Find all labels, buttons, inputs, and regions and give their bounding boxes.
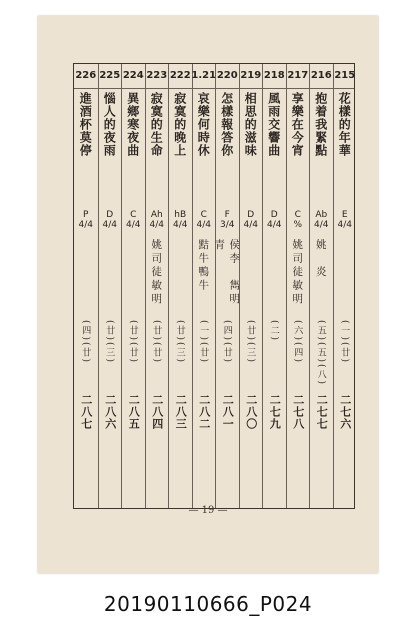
song-author: 侯李 雋明青 — [213, 239, 241, 307]
song-page: 二七九 — [268, 394, 282, 430]
time-signature: 4/4 — [314, 220, 329, 230]
key-letter: D — [247, 210, 255, 220]
time-signature: 4/4 — [267, 220, 282, 230]
page-number: — 19 — — [188, 505, 228, 516]
song-section: (六)(四) — [292, 320, 303, 365]
song-page: 二八七 — [79, 394, 93, 430]
song-author — [122, 239, 145, 319]
song-column — [121, 64, 145, 508]
time-signature: % — [293, 220, 303, 230]
song-number: 217 — [287, 69, 309, 81]
time-signature: 4/4 — [243, 220, 258, 230]
song-section: (廿)(三) — [174, 320, 185, 365]
song-author: 姚 炎 — [314, 239, 327, 280]
song-title: 惱人的夜雨 — [102, 92, 117, 157]
song-number: 226 — [75, 69, 97, 81]
book-page — [38, 16, 378, 573]
song-author — [169, 239, 192, 319]
song-key — [99, 204, 122, 236]
song-number: 225 — [99, 69, 121, 81]
song-key — [334, 204, 357, 236]
time-signature: 4/4 — [196, 220, 211, 230]
image-caption: 20190110666_P024 — [103, 592, 313, 616]
time-signature: 4/4 — [78, 220, 93, 230]
time-signature: 4/4 — [173, 220, 188, 230]
song-section: (一)(廿) — [198, 320, 209, 365]
song-title: 相思的滋味 — [243, 92, 258, 157]
song-number: 220 — [216, 69, 238, 81]
song-column — [168, 64, 192, 508]
key-letter: C — [130, 210, 137, 220]
song-section: (廿)(三) — [245, 320, 256, 365]
song-number: 224 — [122, 69, 144, 81]
song-column — [98, 64, 122, 508]
song-key — [240, 204, 263, 236]
song-number: 216 — [310, 69, 332, 81]
song-title: 享樂在今宵 — [290, 92, 305, 157]
song-title: 哀樂何時休 — [196, 92, 211, 157]
song-author: 姚司徒敏明 — [150, 239, 163, 307]
song-title: 進酒杯莫停 — [78, 92, 93, 157]
song-author: 黠牛鴨牛 — [197, 239, 210, 293]
key-letter: hB — [174, 210, 187, 220]
song-number: 219 — [240, 69, 262, 81]
key-letter: E — [341, 210, 348, 220]
song-section: (四)(廿) — [80, 320, 91, 365]
key-letter: P — [83, 210, 89, 220]
song-page: 二八一 — [221, 394, 235, 430]
song-key — [310, 204, 333, 236]
song-author: 姚司徒敏明 — [291, 239, 304, 307]
song-page: 二八二 — [197, 394, 211, 430]
key-letter: D — [106, 210, 114, 220]
song-page: 二八四 — [150, 394, 164, 430]
time-signature: 4/4 — [337, 220, 352, 230]
song-author — [99, 239, 122, 319]
song-key — [74, 204, 98, 236]
song-column — [286, 64, 310, 508]
song-page: 二八六 — [103, 394, 117, 430]
song-key — [169, 204, 192, 236]
song-column — [239, 64, 263, 508]
song-page: 二八五 — [127, 394, 141, 430]
song-title: 異鄉寒夜曲 — [125, 92, 140, 157]
key-letter: C — [200, 210, 207, 220]
song-author — [334, 239, 357, 319]
song-author — [240, 239, 263, 319]
song-column — [309, 64, 333, 508]
key-letter: D — [270, 210, 278, 220]
song-column — [215, 64, 239, 508]
song-column — [145, 64, 169, 508]
time-signature: 4/4 — [149, 220, 164, 230]
key-letter: Ab — [315, 210, 328, 220]
time-signature: 4/4 — [102, 220, 117, 230]
song-page: 二七七 — [315, 394, 329, 430]
song-section: (四)(廿) — [221, 320, 232, 365]
song-page: 二八三 — [174, 394, 188, 430]
song-title: 怎樣報答你 — [219, 92, 234, 157]
song-number: 1.21 — [191, 69, 217, 81]
song-number: 223 — [146, 69, 168, 81]
song-key — [216, 204, 239, 236]
song-number: 218 — [263, 69, 285, 81]
song-title: 花樣的年華 — [337, 92, 352, 157]
song-section: (五)(五)(八) — [315, 320, 326, 387]
song-author — [263, 239, 286, 319]
song-section: (廿)(廿) — [151, 320, 162, 365]
song-title: 風雨交響曲 — [266, 92, 281, 157]
song-section: (廿)(廿) — [127, 320, 138, 365]
key-letter: Ah — [150, 210, 163, 220]
time-signature: 3/4 — [220, 220, 235, 230]
song-key — [193, 204, 216, 236]
key-letter: F — [224, 210, 230, 220]
time-signature: 4/4 — [126, 220, 141, 230]
song-section: (二) — [268, 320, 279, 343]
song-column — [333, 64, 357, 508]
song-title: 抱着我緊點 — [313, 92, 328, 157]
song-author — [74, 239, 98, 319]
song-page: 二八〇 — [244, 394, 258, 430]
song-page: 二七八 — [291, 394, 305, 430]
song-number: 222 — [169, 69, 191, 81]
key-letter: C — [294, 210, 301, 220]
song-index-table — [73, 63, 355, 509]
song-column — [262, 64, 286, 508]
song-key — [287, 204, 310, 236]
song-key — [263, 204, 286, 236]
song-key — [122, 204, 145, 236]
song-title: 寂寞的生命 — [149, 92, 164, 157]
song-key — [146, 204, 169, 236]
song-section: (一)(廿) — [339, 320, 350, 365]
song-page: 二七六 — [338, 394, 352, 430]
song-column — [74, 64, 98, 508]
song-title: 寂寞的晚上 — [172, 92, 187, 157]
song-number: 215 — [334, 69, 356, 81]
song-section: (廿)(三) — [104, 320, 115, 365]
